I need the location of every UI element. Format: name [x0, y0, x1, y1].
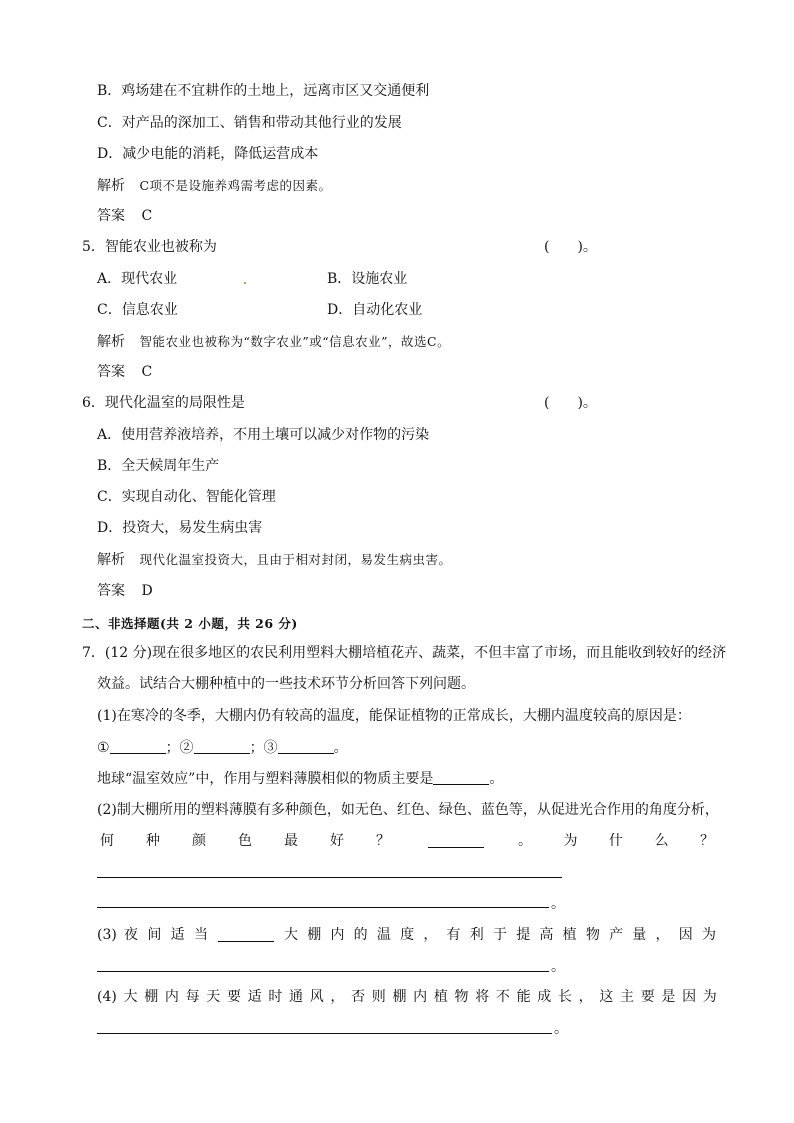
word: 。	[518, 833, 532, 849]
word: 能	[516, 989, 531, 1005]
word: ，	[578, 989, 593, 1005]
circle-one: ①	[97, 740, 110, 756]
word: 长	[557, 989, 572, 1005]
q6-option-b: B．全天候周年生产	[97, 458, 220, 474]
word: 好	[330, 833, 344, 849]
word: 因	[678, 927, 693, 943]
circle-three: ；③	[249, 740, 278, 756]
word: ，	[655, 927, 670, 943]
word: 颜	[192, 833, 206, 849]
word: 成	[537, 989, 552, 1005]
answer-blank-6[interactable]	[218, 941, 274, 942]
analysis-text: 现代化温室投资大，且由于相对封闭，易发生病虫害。	[139, 552, 452, 567]
q5-option-c: C．信息农业	[97, 302, 178, 318]
answer-blank-4[interactable]	[433, 770, 489, 785]
word: 否	[351, 989, 366, 1005]
word: 则	[371, 989, 386, 1005]
q7-part1-line3	[97, 770, 503, 788]
word: 为	[563, 833, 578, 849]
answer-line-2[interactable]	[97, 907, 549, 908]
q7-part4	[97, 988, 717, 1006]
answer-value: C	[141, 208, 153, 224]
analysis-label: 解析	[97, 334, 125, 350]
word: 物	[454, 989, 469, 1005]
word: 温	[376, 927, 391, 943]
q7-part1-line1: (1)在寒冷的冬季，大棚内仍有较高的温度，能保证植物的正常成长，大棚内温度较高的原因是：	[97, 708, 691, 724]
word: ？	[700, 833, 714, 849]
word: 适	[247, 989, 262, 1005]
word: 间	[147, 927, 162, 943]
word: 有	[446, 927, 461, 943]
end-mark: 。	[551, 896, 565, 912]
q5-option-a: A．现代农业	[97, 271, 178, 287]
answer-blank-2[interactable]	[194, 739, 250, 754]
word: 天	[206, 989, 221, 1005]
word: 将	[475, 989, 490, 1005]
q7-part3-a	[124, 926, 208, 944]
q6-bracket: ( )。	[544, 395, 597, 411]
word: 么	[654, 833, 669, 849]
q7-part2-line1: (2)制大棚所用的塑料薄膜有多种颜色，如无色、红色、绿色、蓝色等，从促进光合作用的角度分析，	[97, 802, 719, 818]
q6-answer	[97, 582, 153, 600]
q7-stem-line1: 7．(12 分)现在很多地区的农民利用塑料大棚培植花卉、蔬菜，不但丰富了市场，而且能收到较好的经济	[82, 645, 727, 661]
answer-line-1[interactable]	[97, 877, 562, 878]
word: 因	[682, 989, 697, 1005]
word: 内	[413, 989, 428, 1005]
q4-answer	[97, 207, 152, 225]
analysis-text: C项不是设施养鸡需考虑的因素。	[139, 178, 332, 193]
end-mark: 。	[489, 771, 504, 787]
answer-value: D	[141, 583, 153, 599]
answer-value: C	[141, 364, 153, 380]
section-title: 二、非选择题(共 2 小题，共 26 分)	[82, 616, 298, 631]
answer-label: 答案	[97, 364, 125, 380]
word: ？	[376, 833, 390, 849]
q5-answer	[97, 363, 152, 381]
word: 通	[289, 989, 304, 1005]
word: 产	[609, 927, 624, 943]
word: (4)	[97, 989, 117, 1005]
word: 每	[185, 989, 200, 1005]
q5-bracket: ( )。	[544, 239, 597, 255]
word: 的	[353, 927, 368, 943]
word: ，	[330, 989, 345, 1005]
answer-line-4[interactable]	[97, 1033, 552, 1034]
q6-option-c: C．实现自动化、智能化管理	[97, 489, 276, 505]
q6-option-a: A．使用营养液培养，不用土壤可以减少对作物的污染	[97, 427, 430, 443]
word: 植	[433, 989, 448, 1005]
word: 夜	[124, 927, 138, 943]
word: 这	[599, 989, 614, 1005]
answer-blank-3[interactable]	[278, 739, 334, 754]
word: 为	[701, 927, 716, 943]
q7-part1-blanks	[97, 739, 348, 757]
word: 不	[495, 989, 510, 1005]
word: 植	[562, 927, 577, 943]
end-mark: 。	[551, 959, 565, 975]
q5-option-d: D．自动化农业	[327, 302, 423, 318]
stray-dot	[244, 282, 246, 284]
word: 是	[661, 989, 676, 1005]
word: 提	[516, 927, 531, 943]
word: 物	[585, 927, 600, 943]
answer-blank-1[interactable]	[110, 739, 166, 754]
word: 种	[146, 833, 160, 849]
answer-blank-5[interactable]	[428, 847, 484, 848]
analysis-label: 解析	[97, 178, 125, 194]
greenhouse-effect-question: 地球“温室效应”中，作用与塑料薄膜相似的物质主要是	[97, 771, 434, 787]
end-mark: 。	[554, 1021, 568, 1037]
word: 于	[492, 927, 507, 943]
word: 棚	[392, 989, 407, 1005]
word: 棚	[144, 989, 159, 1005]
word: 最	[284, 833, 298, 849]
word: 内	[330, 927, 345, 943]
word: 内	[164, 989, 179, 1005]
q6-option-d: D．投资大，易发生病虫害	[97, 520, 263, 536]
q7-part2-why	[518, 832, 714, 850]
answer-label: 答案	[97, 208, 125, 224]
analysis-label: 解析	[97, 552, 125, 568]
word: 当	[193, 927, 208, 943]
word: 为	[702, 989, 717, 1005]
word: 时	[268, 989, 283, 1005]
word: 什	[609, 833, 623, 849]
q7-part3-b	[284, 926, 716, 944]
word: 色	[238, 833, 252, 849]
q4-option-c: C．对产品的深加工、销售和带动其他行业的发展	[97, 115, 402, 131]
word: 大	[123, 989, 138, 1005]
word: 量	[632, 927, 647, 943]
word: ，	[423, 927, 438, 943]
q7-part2-question	[100, 832, 390, 850]
end-mark: 。	[333, 740, 348, 756]
word: 高	[539, 927, 554, 943]
q4-analysis	[97, 177, 332, 195]
word: 大	[284, 927, 298, 943]
answer-line-3[interactable]	[97, 971, 549, 972]
word: 棚	[307, 927, 322, 943]
word: 何	[100, 833, 114, 849]
word: 要	[640, 989, 655, 1005]
word: 主	[620, 989, 635, 1005]
answer-label: 答案	[97, 583, 125, 599]
analysis-text: 智能农业也被称为“数字农业”或“信息农业”，故选C。	[139, 334, 451, 349]
word: 度	[400, 927, 415, 943]
word: 风	[309, 989, 324, 1005]
q5-stem: 5．智能农业也被称为	[82, 239, 217, 255]
word: 要	[226, 989, 241, 1005]
q6-analysis	[97, 551, 451, 569]
word: 利	[469, 927, 484, 943]
part3-label: (3)	[97, 927, 117, 943]
q5-analysis	[97, 333, 450, 351]
q4-option-b: B．鸡场建在不宜耕作的土地上，远离市区又交通便利	[97, 83, 430, 99]
circle-two: ；②	[165, 740, 194, 756]
q7-stem-line2: 效益。试结合大棚种植中的一些技术环节分析回答下列问题。	[97, 676, 475, 692]
q4-option-d: D．减少电能的消耗，降低运营成本	[97, 146, 319, 162]
word: 适	[170, 927, 185, 943]
q5-option-b: B．设施农业	[327, 271, 408, 287]
q6-stem: 6．现代化温室的局限性是	[82, 395, 245, 411]
